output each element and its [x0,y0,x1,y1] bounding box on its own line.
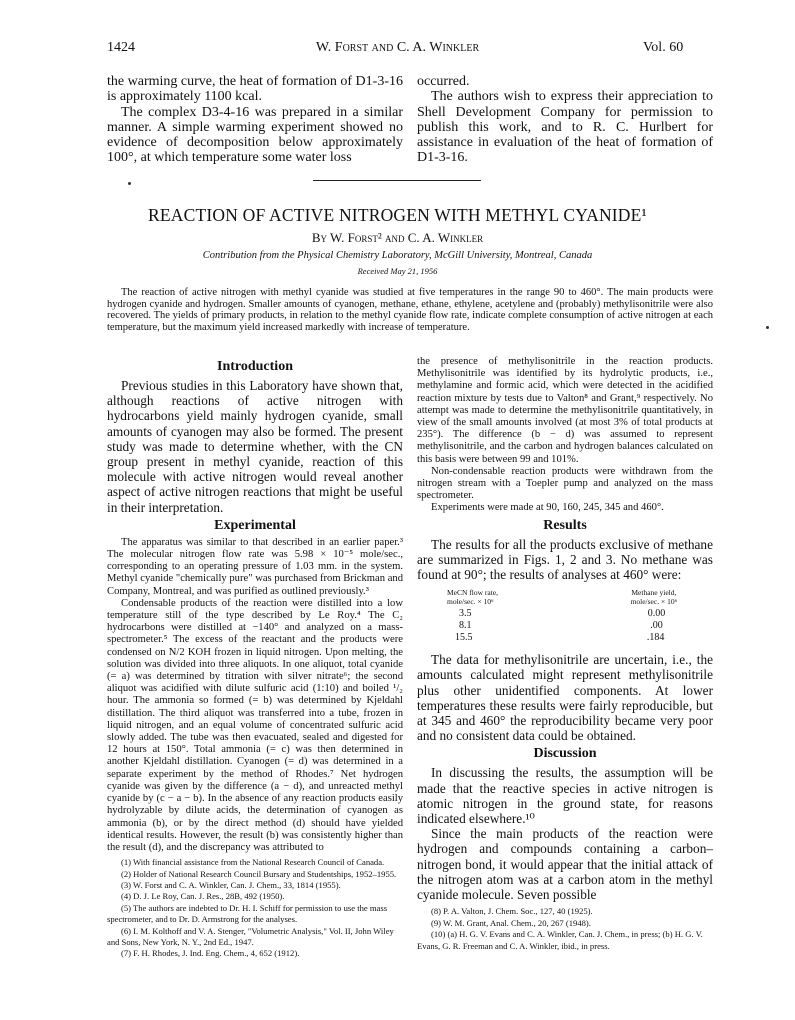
table-cell: 8.1 [459,620,472,632]
paragraph: The complex D3-4-16 was prepared in a similar manner. A simple warming experiment showed no evidence of decomposition below approximately 100°, at which temperature some water loss [107,104,403,166]
paragraph: Previous studies in this Laboratory have shown that, although reactions of active nitrogen with hydrocarbons yield mainly hydrogen cyanide, small amounts of cyanogen may also be formed. The present study was made to determine whether, with the CN group present in methyl cyanide, reaction of this molecule with active nitrogen would reveal another aspect of active nitrogen reactions that might be useful in their interpretation. [107,378,403,515]
footnote: (7) F. H. Rhodes, J. Ind. Eng. Chem., 4, 652 (1912). [121,948,300,959]
acknowledgement: The authors wish to express their appreciation to Shell Development Company for permission to publish this work, and to R. C. Hurlbert for assistance in evaluation of the heat of formation of D1-3-16. [417,89,713,166]
top-right-column [417,74,713,166]
footnotes [107,857,403,960]
paragraph: the warming curve, the heat of formation of D1-3-16 is approximately 1100 kcal. [107,74,403,105]
footnote: (6) I. M. Kolthoff and V. A. Stenger, "Volumetric Analysis," Vol. II, John Wiley and Sons, New York, N. Y., 2nd Ed., 1947. [107,925,394,947]
speck [128,182,131,185]
paragraph: Non-condensable reaction products were withdrawn from the nitrogen stream with a Toepler pump and analyzed on the mass spectrometer. [417,465,713,502]
table-row [417,608,713,620]
paragraph: The apparatus was similar to that described in an earlier paper.³ The molecular nitrogen flow rate was 5.98 × 10⁻⁵ mole/sec., corresponding to an operating pressure of 1.03 mm. in the system. Methyl cyanide "chemically pure" was purchased from Brickman and Company, Montreal, and was purified as outlined previously.³ [107,536,403,597]
table-cell: 3.5 [459,608,472,620]
speck [766,326,769,329]
table-cell: .184 [646,632,665,644]
section-heading: Introduction [217,359,293,374]
paragraph: Since the main products of the reaction were hydrogen and compounds containing a carbon–nitrogen bond, it would appear that the initial attack of the nitrogen atom was at a carbon atom in the methyl cyanide molecule. Seven possible [417,826,713,903]
table-header: Methane yield, [631,588,677,598]
footnote: (5) The authors are indebted to Dr. H. I. Schiff for permission to use the mass spectrometer, and to Dr. D. Armstrong for the analyses. [107,902,388,925]
top-left-column [107,74,403,166]
footnotes [417,906,713,952]
received-date: Received May 21, 1956 [357,266,438,276]
paragraph: The results for all the products exclusive of methane are summarized in Figs. 1, 2 and 3. No methane was found at 90°; the results of analyses at 460° were: [417,536,713,583]
footnote: (4) D. J. Le Roy, Can. J. Res., 28B, 492 (1950). [121,891,285,902]
table-row [417,620,713,632]
table-cell: .00 [650,620,663,632]
paragraph: The data for methylisonitrile are uncertain, i.e., the amounts calculated might represent methylisonitrile plus other unidentified components. At lower temperatures these results were fairly reproducible, but at 345 and 460° the reproducibility became very poor and no consistent data could be obtained. [417,652,713,744]
methane-table [417,588,713,644]
article-title: REACTION OF ACTIVE NITROGEN WITH METHYL CYANIDE¹ [148,205,647,225]
paragraph: occurred. [417,74,470,89]
table-header: mole/sec. × 10⁶ [447,597,494,607]
footnote: (3) W. Forst and C. A. Winkler, Can. J. Chem., 33, 1814 (1955). [121,879,341,890]
footnote: (8) P. A. Valton, J. Chem. Soc., 127, 40 (1925). [431,906,593,917]
table-header: mole/sec. × 10⁶ [630,597,678,607]
paragraph: Experiments were made at 90, 160, 245, 345 and 460°. [431,502,664,514]
affiliation: Contribution from the Physical Chemistry Laboratory, McGill University, Montreal, Canada [202,250,593,261]
section-heading: Experimental [214,517,296,533]
section-divider [313,180,481,181]
byline: By W. Forst² and C. A. Winkler [311,230,484,245]
right-column [417,356,713,952]
table-row [417,632,713,644]
paragraph: In discussing the results, the assumption will be made that the reactive species in active nitrogen is atomic nitrogen in the ground state, for reasons indicated elsewhere.¹⁰ [417,765,713,827]
running-header: W. Forst and C. A. Winkler [315,40,480,55]
footnote: (1) With financial assistance from the National Research Council of Canada. [121,857,385,868]
section-heading: Discussion [533,746,597,762]
footnote: (9) W. M. Grant, Anal. Chem., 20, 267 (1948). [431,917,591,928]
left-column [107,356,403,960]
volume-label: Vol. 60 [643,40,684,55]
abstract: The reaction of active nitrogen with methyl cyanide was studied at five temperatures in the range 90 to 460°. The main products were hydrogen cyanide and hydrogen. Smaller amounts of cyanogen, methane, ethane, ethylene, acetylene and (probably) methylisonitrile were also recovered. The yields of primary products, in relation to the methyl cyanide flow rate, indicate complete consumption of active nitrogen at each temperature, but the maximum yield increased markedly with increase of temperature. [107,287,713,333]
table-header: MeCN flow rate, [447,588,499,598]
section-heading: Results [543,517,587,533]
paragraph: the presence of methylisonitrile in the reaction products. Methylisonitrile was identified by its hydrolytic products, i.e., methylamine and formic acid, which were detected in the acidified reaction mixture by tests due to Valton⁸ and Grant,⁹ respectively. No attempt was made to determine the methylisonitrile quantitatively, in view of the small amounts involved (at most 3% of total products at 235°). The difference (b − d) was assumed to represent methylisonitrile, and the carbon and hydrogen balances calculated on this basis were between 99 and 101%. [417,356,713,465]
footnote: (2) Holder of National Research Council Bursary and Studentships, 1952–1955. [121,868,397,879]
table-cell: 15.5 [455,632,473,644]
page-number: 1424 [107,40,135,55]
table-cell: 0.00 [647,608,666,620]
paragraph: Condensable products of the reaction were distilled into a low temperature still of the type described by Le Roy.⁴ The C₂ hydrocarbons were distilled at −140° and analyzed on a mass-spectrometer.⁵ The excess of the reactant and the products were condensed on N/2 KOH frozen in liquid nitrogen. Upon melting, the solution was divided into three aliquots. In one aliquot, total cyanide (= a) was determined by titration with silver nitrate⁶; the second aliquot was acidified with dilute sulfuric acid (1:10) and boiled ¹/₂ hour. The ammonia so formed (= b) was determined by Kjeldahl distillation. The third aliquot was transferred into a tube, frozen in liquid nitrogen, and an equal volume of concentrated sulfuric acid slowly added. The tube was then evacuated, sealed and digested for 12 hours at 150°. Total ammonia (= c) was then determined in another Kjeldahl distillation. Cyanogen (= d) was determined in a separate experiment by the method of Rhodes.⁷ Net hydrogen cyanide was given by the difference (a − d), and unreacted methyl cyanide by (c − a − b). In the absence of any reaction products easily hydrolyzable by dilute acids, the determination of cyanogen as ammonia (b), or by the direct method (d) should have yielded identical results. However, the result (b) was consistently higher than the result (d), and the discrepancy was attributed to [107,597,403,853]
footnote: (10) (a) H. G. V. Evans and C. A. Winkler, Can. J. Chem., in press; (b) H. G. V. Evans, G. R. Freeman and C. A. Winkler, ibid., in press. [417,929,703,951]
